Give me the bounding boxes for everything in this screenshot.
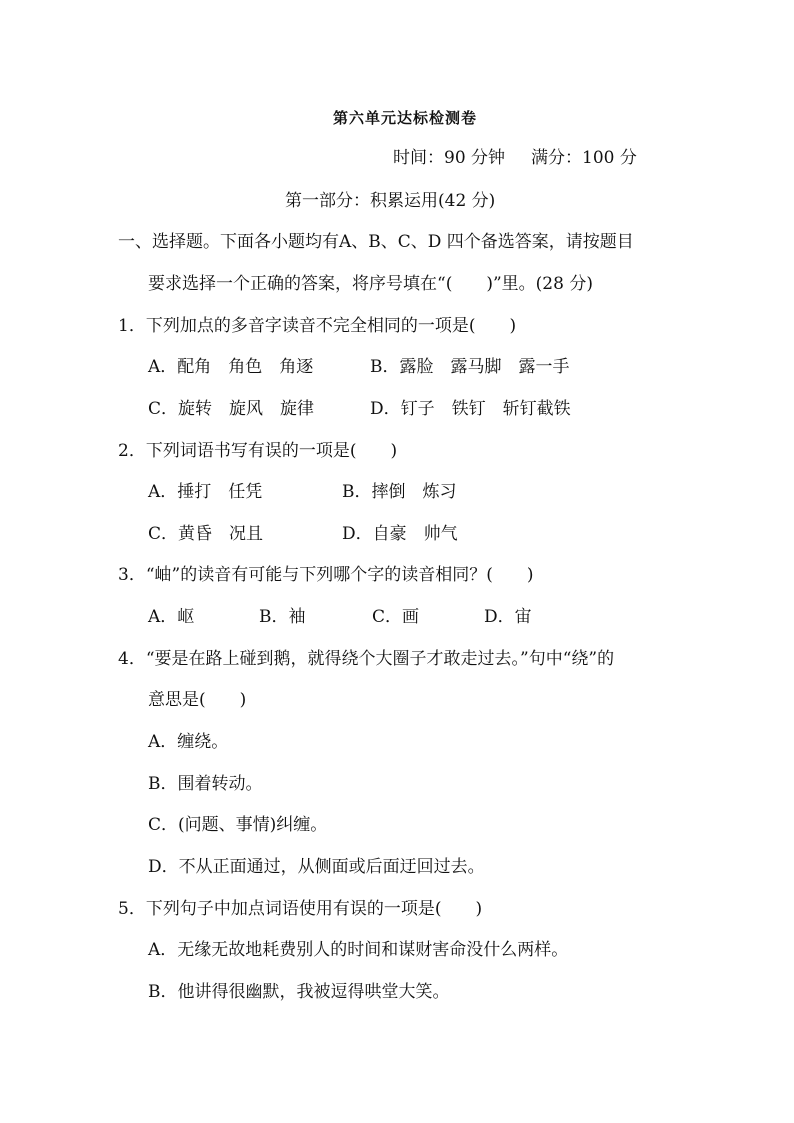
question-1-stem: 1．下列加点的多音字读音不完全相同的一项是( )	[118, 316, 517, 336]
question-1-option-c: C．旋转 旋风 旋律	[148, 399, 315, 419]
question-1-option-b: B．露脸 露马脚 露一手	[370, 357, 570, 377]
question-5-stem: 5．下列句子中加点词语使用有误的一项是( )	[118, 899, 483, 919]
question-5-option-b: B．他讲得很幽默，我被逗得哄堂大笑。	[148, 982, 450, 1002]
full-score: 满分：100 分	[531, 148, 637, 168]
question-5-option-a: A．无缘无故地耗费别人的时间和谋财害命没什么两样。	[148, 940, 569, 960]
question-2-stem: 2．下列词语书写有误的一项是( )	[118, 441, 398, 461]
question-2-option-d: D．自豪 帅气	[342, 524, 458, 544]
question-2-option-a: A．捶打 任凭	[148, 482, 263, 502]
time-limit: 时间：90 分钟	[393, 148, 506, 168]
question-4-option-b: B．围着转动。	[148, 774, 263, 794]
question-4-option-a: A．缠绕。	[148, 732, 229, 752]
question-4-stem-line1: 4．“要是在路上碰到鹅，就得绕个大圈子才敢走过去。”句中“绕”的	[118, 649, 615, 669]
question-2-option-c: C．黄昏 况且	[148, 524, 264, 544]
section-one-intro-line2: 要求选择一个正确的答案，将序号填在“( )”里。(28 分)	[148, 274, 593, 294]
exam-title: 第六单元达标检测卷	[333, 109, 478, 127]
question-4-stem-line2: 意思是( )	[148, 690, 247, 710]
question-3-option-d: D．宙	[484, 607, 532, 627]
question-3-option-b: B．袖	[259, 607, 306, 627]
part-one-heading: 第一部分：积累运用(42 分)	[285, 191, 496, 211]
question-3-stem: 3．“岫”的读音有可能与下列哪个字的读音相同？( )	[118, 565, 534, 585]
question-3-option-c: C．画	[372, 607, 420, 627]
question-1-option-a: A．配角 角色 角逐	[148, 357, 314, 377]
question-4-option-c: C．(问题、事情)纠缠。	[148, 815, 328, 835]
question-3-option-a: A．岖	[148, 607, 195, 627]
question-2-option-b: B．摔倒 炼习	[342, 482, 457, 502]
question-1-option-d: D．钉子 铁钉 斩钉截铁	[370, 399, 571, 419]
question-4-option-d: D．不从正面通过，从侧面或后面迂回过去。	[148, 857, 485, 877]
section-one-intro-line1: 一、选择题。下面各小题均有A、B、C、D 四个备选答案，请按题目	[118, 232, 634, 252]
